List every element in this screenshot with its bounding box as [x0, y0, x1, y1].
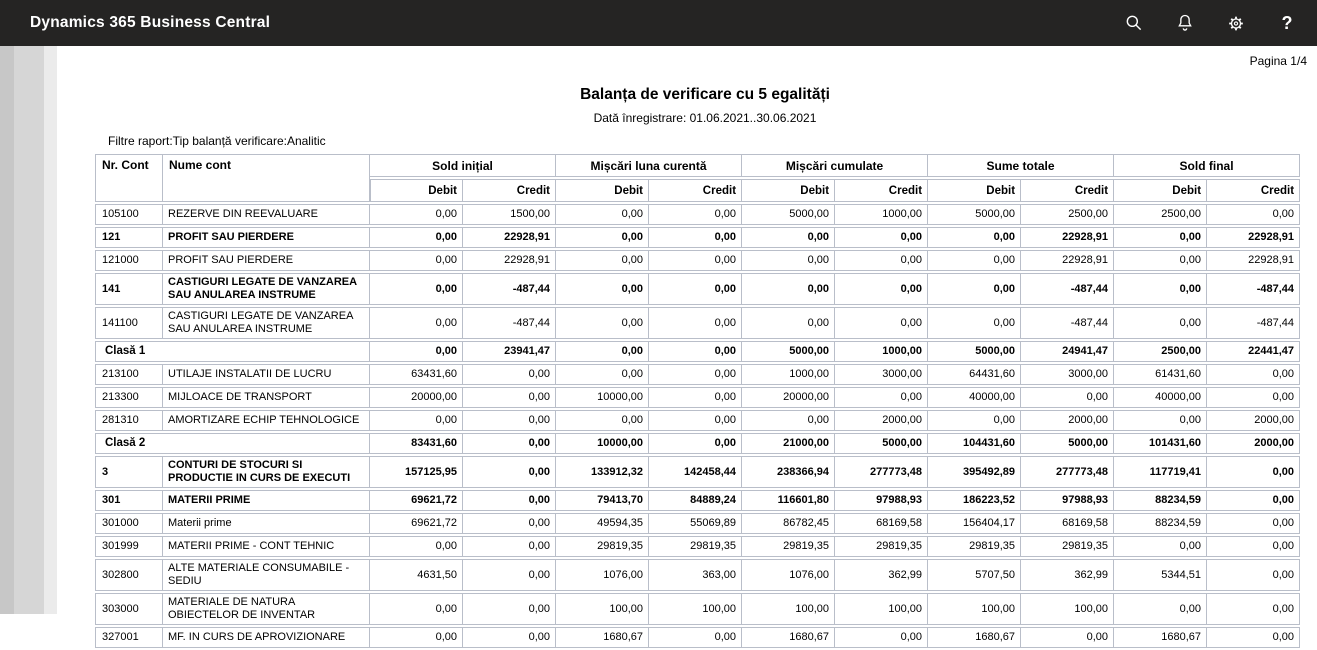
amount-cell: 69621,72	[370, 490, 463, 511]
col-header-debit: Debit	[742, 179, 835, 202]
amount-cell: 0,00	[649, 307, 742, 339]
amount-cell: 395492,89	[928, 456, 1021, 488]
amount-cell: 104431,60	[928, 433, 1021, 454]
amount-cell: 64431,60	[928, 364, 1021, 385]
amount-cell: 0,00	[370, 273, 463, 305]
amount-cell: 0,00	[556, 273, 649, 305]
amount-cell: 0,00	[1207, 593, 1300, 625]
amount-cell: 2500,00	[1021, 204, 1114, 225]
col-header-debit: Debit	[928, 179, 1021, 202]
amount-cell: 20000,00	[742, 387, 835, 408]
amount-cell: 79413,70	[556, 490, 649, 511]
amount-cell: 40000,00	[1114, 387, 1207, 408]
account-no-cell: 121000	[95, 250, 163, 271]
amount-cell: 0,00	[1207, 204, 1300, 225]
col-header-nume-cont: Nume cont	[163, 154, 370, 202]
amount-cell: 0,00	[370, 593, 463, 625]
amount-cell: 5000,00	[742, 204, 835, 225]
account-name-cell: CASTIGURI LEGATE DE VANZAREA SAU ANULAREA INSTRUME	[163, 273, 370, 305]
amount-cell: 0,00	[742, 410, 835, 431]
account-name-cell: MF. IN CURS DE APROVIZIONARE	[163, 627, 370, 648]
amount-cell: 0,00	[370, 307, 463, 339]
amount-cell: 0,00	[556, 204, 649, 225]
amount-cell: -487,44	[1207, 307, 1300, 339]
amount-cell: 5000,00	[835, 433, 928, 454]
account-name-cell: CASTIGURI LEGATE DE VANZAREA SAU ANULAREA INSTRUME	[163, 307, 370, 339]
account-no-cell: 213100	[95, 364, 163, 385]
help-icon[interactable]: ?	[1281, 13, 1293, 33]
amount-cell: 0,00	[835, 627, 928, 648]
amount-cell: 0,00	[556, 250, 649, 271]
amount-cell: 0,00	[463, 364, 556, 385]
amount-cell: 0,00	[835, 273, 928, 305]
amount-cell: 29819,35	[1021, 536, 1114, 557]
amount-cell: 0,00	[556, 227, 649, 248]
left-gutter-inner	[14, 46, 44, 614]
amount-cell: 21000,00	[742, 433, 835, 454]
amount-cell: 22928,91	[463, 227, 556, 248]
amount-cell: 0,00	[835, 250, 928, 271]
amount-cell: 0,00	[835, 307, 928, 339]
amount-cell: 0,00	[1114, 593, 1207, 625]
amount-cell: 10000,00	[556, 433, 649, 454]
amount-cell: 0,00	[742, 273, 835, 305]
notifications-bell-icon[interactable]	[1175, 13, 1195, 33]
table-row	[95, 490, 1300, 511]
amount-cell: 0,00	[1207, 387, 1300, 408]
account-name-cell: MIJLOACE DE TRANSPORT	[163, 387, 370, 408]
amount-cell: 0,00	[463, 536, 556, 557]
table-row	[95, 307, 1300, 339]
amount-cell: 277773,48	[835, 456, 928, 488]
amount-cell: 86782,45	[742, 513, 835, 534]
amount-cell: 1680,67	[556, 627, 649, 648]
amount-cell: 0,00	[1207, 513, 1300, 534]
amount-cell: 0,00	[463, 627, 556, 648]
amount-cell: 2500,00	[1114, 341, 1207, 362]
amount-cell: 5000,00	[928, 204, 1021, 225]
amount-cell: 29819,35	[742, 536, 835, 557]
amount-cell: 5000,00	[1021, 433, 1114, 454]
app-header-bar	[0, 0, 1317, 46]
account-no-cell: 302800	[95, 559, 163, 591]
left-gutter	[0, 46, 14, 614]
amount-cell: 68169,58	[835, 513, 928, 534]
amount-cell: 0,00	[463, 559, 556, 591]
amount-cell: 0,00	[649, 387, 742, 408]
amount-cell: 0,00	[649, 227, 742, 248]
amount-cell: 0,00	[649, 364, 742, 385]
total-row	[95, 433, 1300, 454]
table-row	[95, 627, 1300, 648]
amount-cell: -487,44	[1021, 307, 1114, 339]
table-row	[95, 593, 1300, 625]
amount-cell: 3000,00	[1021, 364, 1114, 385]
amount-cell: 0,00	[1114, 250, 1207, 271]
amount-cell: 68169,58	[1021, 513, 1114, 534]
amount-cell: 1000,00	[835, 204, 928, 225]
amount-cell: 29819,35	[835, 536, 928, 557]
app-title: Dynamics 365 Business Central	[30, 14, 271, 31]
account-name-cell: MATERIALE DE NATURA OBIECTELOR DE INVENTAR	[163, 593, 370, 625]
amount-cell: 5000,00	[928, 341, 1021, 362]
amount-cell: 1076,00	[742, 559, 835, 591]
table-row	[95, 410, 1300, 431]
amount-cell: 83431,60	[370, 433, 463, 454]
amount-cell: 0,00	[370, 204, 463, 225]
table-row	[95, 364, 1300, 385]
amount-cell: 0,00	[463, 513, 556, 534]
amount-cell: 133912,32	[556, 456, 649, 488]
amount-cell: 0,00	[556, 307, 649, 339]
amount-cell: 100,00	[928, 593, 1021, 625]
account-no-cell: 301	[95, 490, 163, 511]
report-filter-text: Filtre raport:Tip balanță verificare:Analitic	[108, 134, 326, 148]
amount-cell: 362,99	[835, 559, 928, 591]
amount-cell: 1076,00	[556, 559, 649, 591]
amount-cell: 0,00	[1207, 627, 1300, 648]
amount-cell: 10000,00	[556, 387, 649, 408]
amount-cell: 0,00	[556, 341, 649, 362]
amount-cell: 0,00	[463, 410, 556, 431]
amount-cell: 277773,48	[1021, 456, 1114, 488]
amount-cell: 23941,47	[463, 341, 556, 362]
amount-cell: 0,00	[370, 341, 463, 362]
amount-cell: 0,00	[649, 433, 742, 454]
amount-cell: 22928,91	[1021, 250, 1114, 271]
amount-cell: 3000,00	[835, 364, 928, 385]
amount-cell: 1000,00	[835, 341, 928, 362]
amount-cell: 2000,00	[835, 410, 928, 431]
amount-cell: 1680,67	[928, 627, 1021, 648]
account-no-cell: 281310	[95, 410, 163, 431]
amount-cell: 100,00	[742, 593, 835, 625]
header-actions	[1124, 0, 1297, 46]
account-no-cell: 301000	[95, 513, 163, 534]
amount-cell: -487,44	[463, 307, 556, 339]
amount-cell: 0,00	[463, 387, 556, 408]
report-preview-area	[0, 46, 1317, 643]
amount-cell: 0,00	[556, 364, 649, 385]
amount-cell: 55069,89	[649, 513, 742, 534]
amount-cell: 5344,51	[1114, 559, 1207, 591]
amount-cell: 22928,91	[463, 250, 556, 271]
amount-cell: 0,00	[463, 593, 556, 625]
amount-cell: 2000,00	[1207, 410, 1300, 431]
amount-cell: 22928,91	[1207, 250, 1300, 271]
amount-cell: 0,00	[928, 227, 1021, 248]
table-row	[95, 273, 1300, 305]
amount-cell: 0,00	[463, 490, 556, 511]
amount-cell: 0,00	[1207, 559, 1300, 591]
amount-cell: 156404,17	[928, 513, 1021, 534]
table-row	[95, 227, 1300, 248]
amount-cell: 100,00	[649, 593, 742, 625]
amount-cell: 0,00	[742, 307, 835, 339]
col-header-debit: Debit	[1114, 179, 1207, 202]
amount-cell: 0,00	[1207, 456, 1300, 488]
amount-cell: 0,00	[370, 227, 463, 248]
account-no-cell: 301999	[95, 536, 163, 557]
amount-cell: -487,44	[463, 273, 556, 305]
amount-cell: 0,00	[463, 433, 556, 454]
amount-cell: 22928,91	[1207, 227, 1300, 248]
amount-cell: 29819,35	[556, 536, 649, 557]
amount-cell: 100,00	[1021, 593, 1114, 625]
col-group-sold-final: Sold final	[1114, 154, 1300, 177]
amount-cell: 0,00	[1114, 410, 1207, 431]
amount-cell: 0,00	[370, 250, 463, 271]
account-name-cell: CONTURI DE STOCURI SI PRODUCTIE IN CURS DE EXECUTI	[163, 456, 370, 488]
amount-cell: 20000,00	[370, 387, 463, 408]
amount-cell: 0,00	[742, 250, 835, 271]
amount-cell: 0,00	[835, 387, 928, 408]
account-no-cell: 327001	[95, 627, 163, 648]
col-header-debit: Debit	[556, 179, 649, 202]
amount-cell: 100,00	[556, 593, 649, 625]
amount-cell: 29819,35	[649, 536, 742, 557]
amount-cell: 0,00	[649, 204, 742, 225]
amount-cell: 100,00	[835, 593, 928, 625]
account-name-cell: PROFIT SAU PIERDERE	[163, 227, 370, 248]
amount-cell: 0,00	[649, 341, 742, 362]
amount-cell: 1680,67	[742, 627, 835, 648]
report-table-body	[95, 204, 1300, 648]
table-row	[95, 559, 1300, 591]
amount-cell: 0,00	[1207, 490, 1300, 511]
amount-cell: 0,00	[1207, 364, 1300, 385]
amount-cell: 0,00	[649, 627, 742, 648]
col-group-miscari-luna-curenta: Mișcări luna curentă	[556, 154, 742, 177]
amount-cell: 0,00	[1021, 627, 1114, 648]
search-icon[interactable]	[1124, 13, 1144, 33]
amount-cell: 97988,93	[835, 490, 928, 511]
amount-cell: 97988,93	[1021, 490, 1114, 511]
col-group-miscari-cumulate: Mișcări cumulate	[742, 154, 928, 177]
table-row	[95, 513, 1300, 534]
amount-cell: 116601,80	[742, 490, 835, 511]
amount-cell: 84889,24	[649, 490, 742, 511]
settings-gear-icon[interactable]	[1226, 13, 1246, 33]
account-name-cell: Materii prime	[163, 513, 370, 534]
amount-cell: 5707,50	[928, 559, 1021, 591]
amount-cell: 101431,60	[1114, 433, 1207, 454]
account-name-cell: AMORTIZARE ECHIP TEHNOLOGICE	[163, 410, 370, 431]
amount-cell: 0,00	[649, 250, 742, 271]
total-row	[95, 341, 1300, 362]
amount-cell: 88234,59	[1114, 513, 1207, 534]
col-header-credit: Credit	[463, 179, 556, 202]
amount-cell: 1000,00	[742, 364, 835, 385]
amount-cell: 0,00	[556, 410, 649, 431]
col-group-sume-totale: Sume totale	[928, 154, 1114, 177]
amount-cell: 157125,95	[370, 456, 463, 488]
col-header-credit: Credit	[649, 179, 742, 202]
amount-cell: 49594,35	[556, 513, 649, 534]
amount-cell: 0,00	[1114, 307, 1207, 339]
amount-cell: 63431,60	[370, 364, 463, 385]
amount-cell: 2500,00	[1114, 204, 1207, 225]
col-header-credit: Credit	[1207, 179, 1300, 202]
account-no-cell: 121	[95, 227, 163, 248]
amount-cell: -487,44	[1021, 273, 1114, 305]
col-header-credit: Credit	[1021, 179, 1114, 202]
amount-cell: 22928,91	[1021, 227, 1114, 248]
table-row	[95, 387, 1300, 408]
amount-cell: -487,44	[1207, 273, 1300, 305]
account-name-cell: PROFIT SAU PIERDERE	[163, 250, 370, 271]
account-name-cell: UTILAJE INSTALATII DE LUCRU	[163, 364, 370, 385]
amount-cell: 0,00	[649, 410, 742, 431]
amount-cell: 0,00	[928, 250, 1021, 271]
account-no-cell: 3	[95, 456, 163, 488]
amount-cell: 4631,50	[370, 559, 463, 591]
amount-cell: 1500,00	[463, 204, 556, 225]
col-header-nr-cont: Nr. Cont	[95, 154, 163, 202]
amount-cell: 0,00	[1207, 536, 1300, 557]
amount-cell: 5000,00	[742, 341, 835, 362]
amount-cell: 0,00	[928, 410, 1021, 431]
amount-cell: 61431,60	[1114, 364, 1207, 385]
amount-cell: 24941,47	[1021, 341, 1114, 362]
table-row	[95, 250, 1300, 271]
amount-cell: 0,00	[649, 273, 742, 305]
total-label-cell: Clasă 1	[95, 341, 370, 362]
total-label-cell: Clasă 2	[95, 433, 370, 454]
report-header	[0, 86, 1317, 125]
amount-cell: 0,00	[370, 410, 463, 431]
account-name-cell: REZERVE DIN REEVALUARE	[163, 204, 370, 225]
amount-cell: 362,99	[1021, 559, 1114, 591]
trial-balance-table	[95, 152, 1300, 650]
amount-cell: 40000,00	[928, 387, 1021, 408]
col-header-debit: Debit	[370, 179, 463, 202]
amount-cell: 0,00	[1114, 227, 1207, 248]
amount-cell: 117719,41	[1114, 456, 1207, 488]
amount-cell: 0,00	[370, 627, 463, 648]
amount-cell: 238366,94	[742, 456, 835, 488]
account-no-cell: 303000	[95, 593, 163, 625]
amount-cell: 0,00	[1114, 536, 1207, 557]
account-name-cell: MATERII PRIME	[163, 490, 370, 511]
header-group-row	[95, 154, 1300, 177]
account-name-cell: ALTE MATERIALE CONSUMABILE - SEDIU	[163, 559, 370, 591]
amount-cell: 0,00	[463, 456, 556, 488]
amount-cell: 0,00	[1021, 387, 1114, 408]
col-group-sold-initial: Sold inițial	[370, 154, 556, 177]
col-header-credit: Credit	[835, 179, 928, 202]
amount-cell: 0,00	[742, 227, 835, 248]
page-margin-strip	[44, 46, 57, 614]
amount-cell: 0,00	[928, 273, 1021, 305]
account-no-cell: 105100	[95, 204, 163, 225]
amount-cell: 69621,72	[370, 513, 463, 534]
trial-balance-table-wrap	[95, 152, 1300, 650]
account-name-cell: MATERII PRIME - CONT TEHNIC	[163, 536, 370, 557]
table-row	[95, 204, 1300, 225]
amount-cell: 88234,59	[1114, 490, 1207, 511]
amount-cell: 363,00	[649, 559, 742, 591]
amount-cell: 142458,44	[649, 456, 742, 488]
table-row	[95, 536, 1300, 557]
account-no-cell: 141100	[95, 307, 163, 339]
amount-cell: 2000,00	[1207, 433, 1300, 454]
report-date-range: Dată înregistrare: 01.06.2021..30.06.2021	[593, 111, 817, 125]
amount-cell: 0,00	[835, 227, 928, 248]
amount-cell: 0,00	[928, 307, 1021, 339]
page-number: Pagina 1/4	[1249, 54, 1307, 68]
amount-cell: 22441,47	[1207, 341, 1300, 362]
amount-cell: 2000,00	[1021, 410, 1114, 431]
amount-cell: 0,00	[370, 536, 463, 557]
amount-cell: 186223,52	[928, 490, 1021, 511]
account-no-cell: 213300	[95, 387, 163, 408]
report-title: Balanța de verificare cu 5 egalități	[580, 86, 830, 103]
amount-cell: 1680,67	[1114, 627, 1207, 648]
amount-cell: 29819,35	[928, 536, 1021, 557]
amount-cell: 0,00	[1114, 273, 1207, 305]
account-no-cell: 141	[95, 273, 163, 305]
table-row	[95, 456, 1300, 488]
